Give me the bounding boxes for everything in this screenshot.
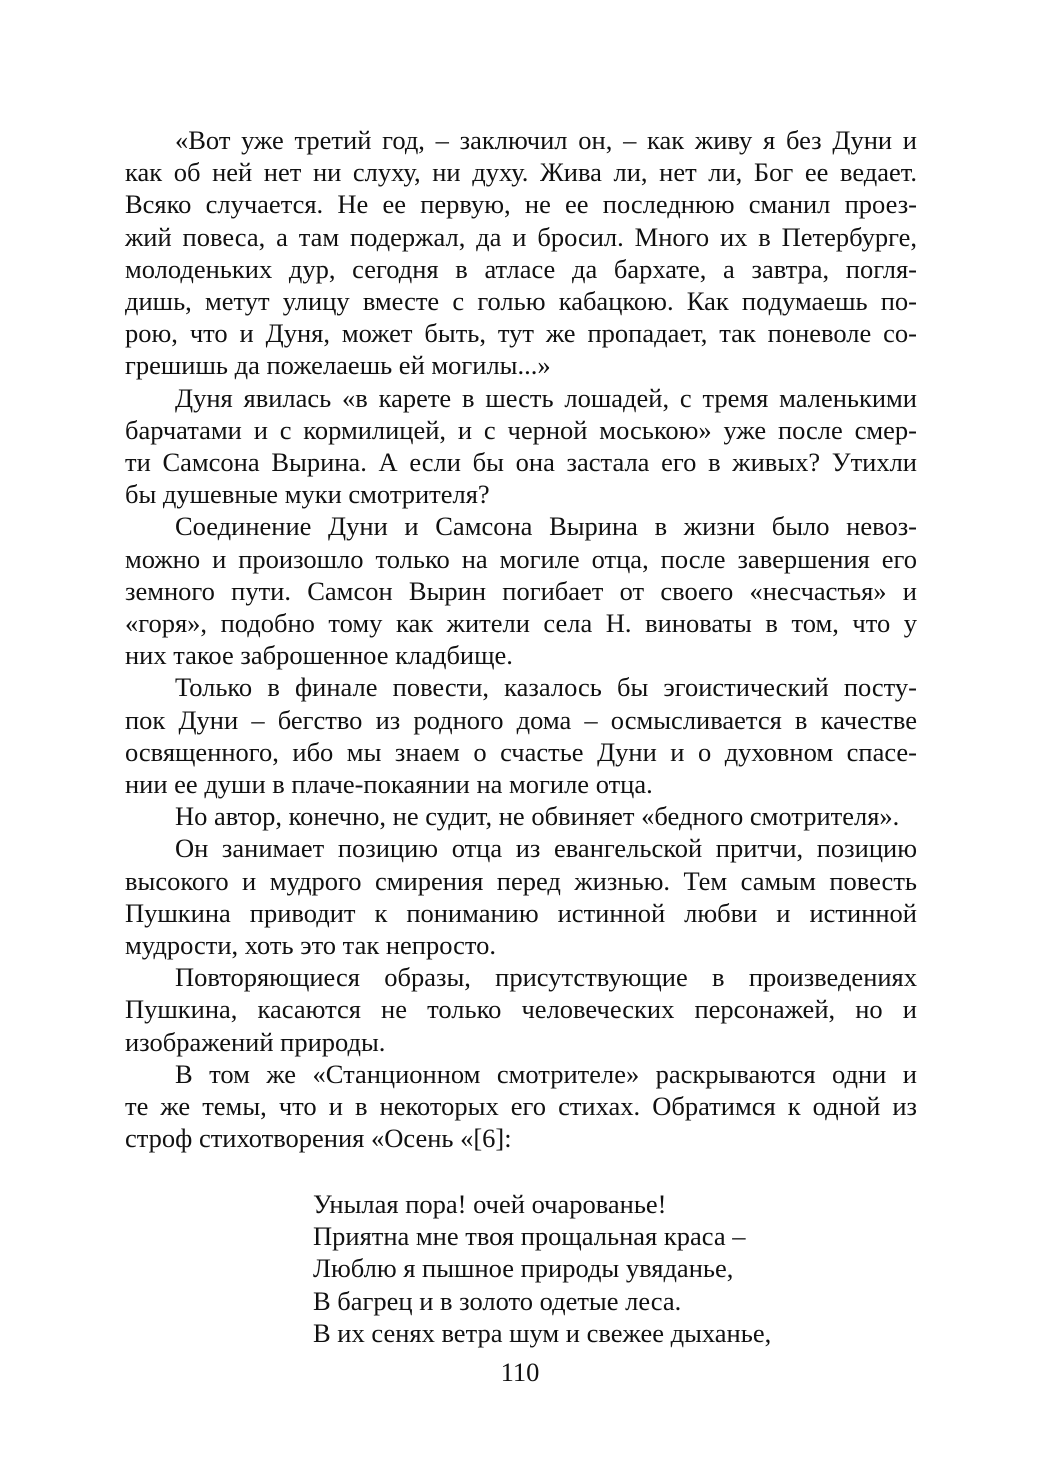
text-line: освященного, ибо мы знаем о счастье Дуни и о духовном спасе-: [125, 736, 917, 767]
text-line: Но автор, конечно, не судит, не обвиняет «бедного смотрителя».: [175, 801, 900, 832]
text-line: рою, что и Дуня, может быть, тут же пропадает, так поневоле со-: [125, 318, 917, 349]
paragraph: [125, 382, 917, 511]
text-line: изображений природы.: [125, 1026, 386, 1057]
text-line: них такое заброшенное кладбище.: [125, 640, 513, 671]
text-line: Только в финале повести, казалось бы эгоистический посту-: [175, 672, 917, 703]
text-line: Повторяющиеся образы, присутствующие в произведениях: [175, 962, 917, 993]
text-line: Дуня явилась «в карете в шесть лошадей, с тремя маленькими: [175, 382, 917, 413]
text-line: Пушкина, касаются не только человеческих персонажей, но и: [125, 994, 917, 1025]
verse-line: Люблю я пышное природы увяданье,: [313, 1253, 734, 1284]
text-line: Соединение Дуни и Самсона Вырина в жизни было невоз-: [175, 511, 917, 542]
paragraph: [125, 832, 917, 961]
text-line: дишь, метут улицу вместе с голью кабацкою. Как подумаешь по-: [125, 286, 917, 317]
text-line: «Вот уже третий год, – заключил он, – как живу я без Дуни и: [175, 125, 917, 155]
paragraph: [125, 671, 917, 800]
text-line: можно и произошло только на могиле отца, после завершения его: [125, 543, 917, 574]
text-line: «горя», подобно тому как жители села Н. виноваты в том, что у: [125, 608, 917, 639]
body-text: [125, 124, 917, 1155]
text-line: Пушкина приводит к пониманию истинной любви и истинной: [125, 897, 917, 928]
page-number: 110: [500, 1357, 540, 1387]
text-line: мудрости, хоть это так непросто.: [125, 930, 496, 961]
text-line: строф стихотворения «Осень «[6]:: [125, 1123, 512, 1154]
poem-stanza: [313, 1188, 771, 1349]
text-line: те же темы, что и в некоторых его стихах. Обратимся к одной из: [125, 1091, 917, 1122]
verse-line: Приятна мне твоя прощальная краса –: [313, 1221, 746, 1252]
paragraph: [125, 510, 917, 671]
verse-line: В их сенях ветра шум и свежее дыханье,: [313, 1317, 772, 1348]
verse-line: В багрец и в золото одетые леса.: [313, 1285, 682, 1316]
text-line: ти Самсона Вырина. А если бы она застала его в живых? Утихли: [125, 447, 917, 478]
paragraph: [125, 800, 917, 832]
text-line: нии ее души в плаче-покаянии на могиле отца.: [125, 769, 653, 800]
text-line: В том же «Станционном смотрителе» раскрываются одни и: [175, 1058, 917, 1089]
text-line: барчатами и с кормилицей, и с черной моською» уже после смер-: [125, 414, 917, 445]
paragraph: [125, 1058, 917, 1155]
verse-line: Унылая пора! очей очарованье!: [313, 1189, 667, 1219]
text-line: жий повеса, а там подержал, да и бросил. Много их в Петербурге,: [125, 221, 917, 252]
text-line: Он занимает позицию отца из евангельской притчи, позицию: [175, 833, 917, 864]
text-line: бы душевные муки смотрителя?: [125, 479, 490, 510]
text-line: высокого и мудрого смирения перед жизнью. Тем самым повесть: [125, 865, 917, 896]
text-line: грешишь да пожелаешь ей могилы...»: [125, 350, 551, 381]
paragraph: [125, 124, 917, 382]
text-line: как об ней нет ни слуху, ни духу. Жива ли, нет ли, Бог ее ведает.: [125, 157, 917, 188]
text-line: молоденьких дур, сегодня в атласе да бархате, а завтра, погля-: [125, 253, 917, 284]
paragraph: [125, 961, 917, 1058]
text-line: Всяко случается. Не ее первую, не ее последнюю сманил проез-: [125, 189, 917, 220]
text-line: земного пути. Самсон Вырин погибает от своего «несчастья» и: [125, 575, 917, 606]
text-line: пок Дуни – бегство из родного дома – осмысливается в качестве: [125, 704, 917, 735]
